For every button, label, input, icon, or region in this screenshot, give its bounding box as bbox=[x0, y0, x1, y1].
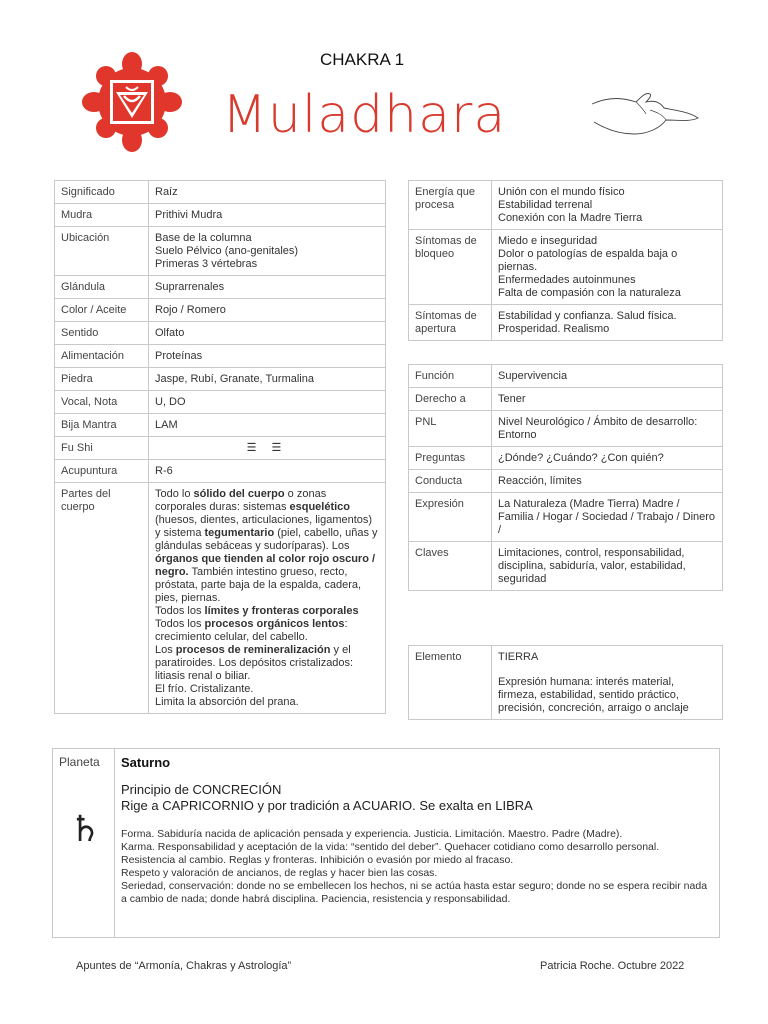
row-value: Proteínas bbox=[149, 345, 386, 368]
row-key: Función bbox=[409, 365, 492, 388]
table-row bbox=[409, 493, 723, 542]
chakra-number-title: CHAKRA 1 bbox=[320, 50, 405, 69]
footer-author: Patricia Roche. Octubre 2022 bbox=[540, 960, 685, 972]
prithivi-mudra-hand-icon bbox=[590, 90, 700, 140]
row-key: Significado bbox=[55, 181, 149, 204]
energy-symptoms-table bbox=[408, 180, 723, 341]
row-value: Raíz bbox=[149, 181, 386, 204]
row-key: Glándula bbox=[55, 276, 149, 299]
row-value: U, DO bbox=[149, 391, 386, 414]
partes-del-cuerpo-text: Todo lo sólido del cuerpo o zonas corporales duras: sistemas esquelético (huesos, dientes, articulaciones, ligamentos) y sistema tegumentario (piel, cabello, uñas y glándulas sebáceas y sudoríparas). Los órganos que tienden al color rojo oscuro / negro. También intestino grueso, recto, próstata, parte baja de la espalda, cadera, pies, piernas. Todos los límites y fronteras corporales Todos los procesos orgánicos lentos: crecimiento celular, del cabello. Los procesos de remineralización y el paratiroides. Los depósitos cristalizados: litiasis renal o biliar. El frío. Cristalizante. Limita la absorción del prana. bbox=[149, 483, 386, 714]
table-row bbox=[409, 447, 723, 470]
table-row bbox=[409, 305, 723, 341]
row-key: Conducta bbox=[409, 470, 492, 493]
row-key: Piedra bbox=[55, 368, 149, 391]
saturn-icon: ♄ bbox=[69, 809, 102, 850]
row-value: Prithivi Mudra bbox=[149, 204, 386, 227]
table-row bbox=[55, 483, 386, 714]
row-key: Sentido bbox=[55, 322, 149, 345]
row-value: Nivel Neurológico / Ámbito de desarrollo: Entorno bbox=[492, 411, 723, 447]
fu-shi-trigram-icon: ☰ ☰ bbox=[149, 437, 386, 460]
row-key: Fu Shi bbox=[55, 437, 149, 460]
table-row bbox=[409, 181, 723, 230]
table-row bbox=[55, 276, 386, 299]
table-row bbox=[55, 204, 386, 227]
element-table bbox=[408, 645, 723, 720]
row-key: Claves bbox=[409, 542, 492, 591]
chakra-name-title: Muladhara bbox=[222, 85, 507, 145]
row-value bbox=[492, 646, 723, 720]
table-row bbox=[409, 365, 723, 388]
table-row bbox=[409, 230, 723, 305]
row-value: Unión con el mundo físico Estabilidad terrenal Conexión con la Madre Tierra bbox=[492, 181, 723, 230]
function-table bbox=[408, 364, 723, 591]
row-value: Rojo / Romero bbox=[149, 299, 386, 322]
table-row bbox=[55, 181, 386, 204]
row-key: Preguntas bbox=[409, 447, 492, 470]
table-row bbox=[55, 460, 386, 483]
row-key: Energía que procesa bbox=[409, 181, 492, 230]
table-row bbox=[409, 470, 723, 493]
table-row bbox=[55, 414, 386, 437]
planet-section bbox=[52, 748, 720, 938]
table-row bbox=[55, 437, 386, 460]
element-text: Expresión humana: interés material, firmeza, estabilidad, sentido práctico, precisión, concreción, arraigo o anclaje bbox=[498, 676, 689, 714]
planet-principle: Principio de CONCRECIÓN bbox=[121, 782, 282, 797]
row-key: Elemento bbox=[409, 646, 492, 720]
muladhara-chakra-logo-icon bbox=[82, 52, 182, 152]
row-key: Derecho a bbox=[409, 388, 492, 411]
planet-label: Planeta bbox=[53, 749, 115, 937]
row-value: Estabilidad y confianza. Salud física. Prosperidad. Realismo bbox=[492, 305, 723, 341]
chakra-properties-table bbox=[54, 180, 386, 714]
row-key: Expresión bbox=[409, 493, 492, 542]
row-key: Mudra bbox=[55, 204, 149, 227]
table-row bbox=[55, 227, 386, 276]
footer-source: Apuntes de “Armonía, Chakras y Astrología” bbox=[76, 960, 292, 972]
planet-name: Saturno bbox=[121, 755, 171, 770]
row-value: La Naturaleza (Madre Tierra) Madre / Familia / Hogar / Sociedad / Trabajo / Dinero / bbox=[492, 493, 723, 542]
row-key: Alimentación bbox=[55, 345, 149, 368]
table-row bbox=[409, 646, 723, 720]
row-value: Tener bbox=[492, 388, 723, 411]
row-key: Partes del cuerpo bbox=[55, 483, 149, 714]
row-value: LAM bbox=[149, 414, 386, 437]
table-row bbox=[55, 368, 386, 391]
table-row bbox=[55, 345, 386, 368]
row-value: Suprarrenales bbox=[149, 276, 386, 299]
row-value: Miedo e inseguridad Dolor o patologías de espalda baja o piernas. Enfermedades autoinmunes Falta de compasión con la naturaleza bbox=[492, 230, 723, 305]
row-key: Síntomas de bloqueo bbox=[409, 230, 492, 305]
row-value: Olfato bbox=[149, 322, 386, 345]
row-key: Color / Aceite bbox=[55, 299, 149, 322]
row-value: ¿Dónde? ¿Cuándo? ¿Con quién? bbox=[492, 447, 723, 470]
table-row bbox=[409, 542, 723, 591]
row-value: Limitaciones, control, responsabilidad, disciplina, sabiduría, valor, estabilidad, seguridad bbox=[492, 542, 723, 591]
row-value: Base de la columna Suelo Pélvico (ano-genitales) Primeras 3 vértebras bbox=[149, 227, 386, 276]
planet-rules: Rige a CAPRICORNIO y por tradición a ACUARIO. Se exalta en LIBRA bbox=[121, 798, 533, 813]
table-row bbox=[409, 411, 723, 447]
row-key: Ubicación bbox=[55, 227, 149, 276]
row-value: Supervivencia bbox=[492, 365, 723, 388]
row-value: Reacción, límites bbox=[492, 470, 723, 493]
table-row bbox=[55, 391, 386, 414]
table-row bbox=[55, 299, 386, 322]
row-key: Vocal, Nota bbox=[55, 391, 149, 414]
table-row bbox=[55, 322, 386, 345]
row-key: PNL bbox=[409, 411, 492, 447]
row-value: Jaspe, Rubí, Granate, Turmalina bbox=[149, 368, 386, 391]
element-title: TIERRA bbox=[498, 651, 539, 663]
row-key: Síntomas de apertura bbox=[409, 305, 492, 341]
planet-description: Forma. Sabiduría nacida de aplicación pensada y experiencia. Justicia. Limitación. Maestro. Padre (Madre). Karma. Responsabilidad y aceptación de la vida: “sentido del deber”. Quehacer cotidiano como desarrollo personal. Resistencia al cambio. Reglas y fronteras. Inhibición o evasión por miedo al fracaso. Respeto y valoración de ancianos, de reglas y hacer bien las cosas. Seriedad, conservación: donde no se embellecen los hechos, ni se actúa hasta estar seguro; donde no se espera recibir nada a cambio de nada; donde habrá disciplina. Paciencia, resistencia y responsabilidad. bbox=[121, 828, 708, 905]
row-key: Bija Mantra bbox=[55, 414, 149, 437]
row-key: Acupuntura bbox=[55, 460, 149, 483]
row-value: R-6 bbox=[149, 460, 386, 483]
planet-content bbox=[121, 755, 711, 906]
table-row bbox=[409, 388, 723, 411]
